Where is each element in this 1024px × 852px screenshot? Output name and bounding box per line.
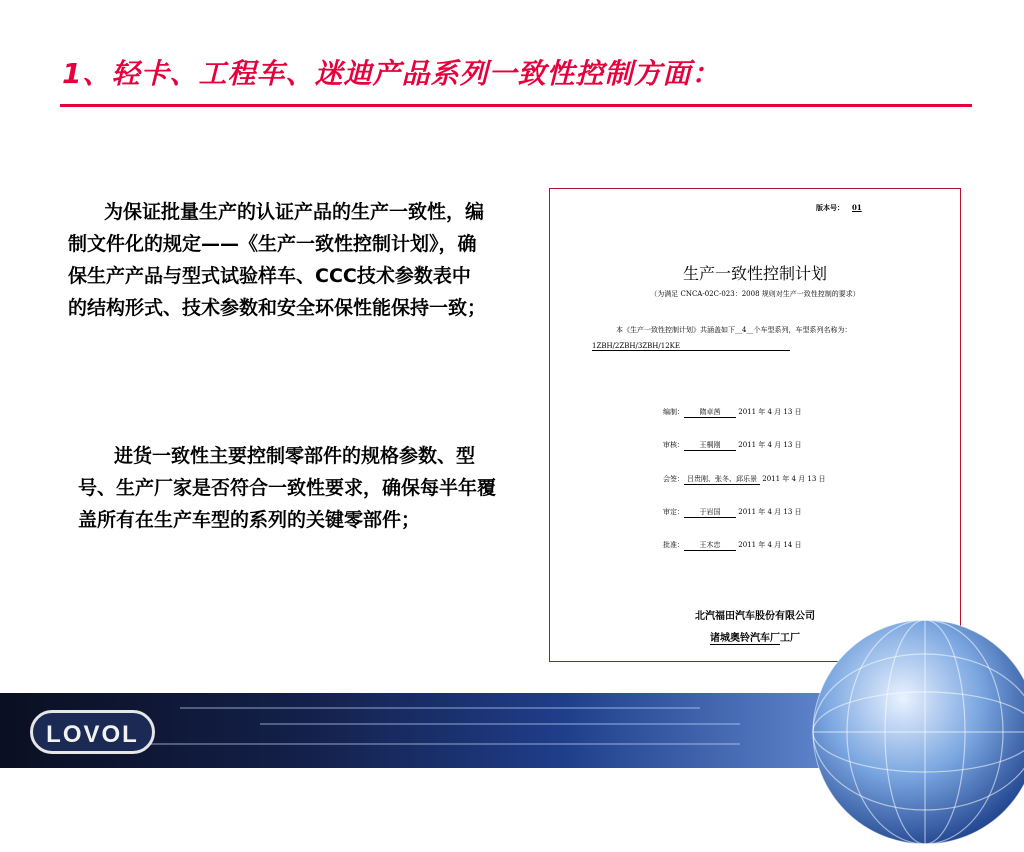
company-name: 北汽福田汽车股份有限公司 (695, 611, 815, 622)
signature-row: 审定： 于岩国 2011 年 4 月 13 日 (663, 508, 802, 516)
document-body-line-1: 本《生产一致性控制计划》共涵盖如下__4__个车型系列，车型系列名称为： (616, 326, 852, 334)
document-subtitle: （为满足 CNCA-02C-023：2008 规则对生产一致性控制的要求） (650, 290, 860, 298)
paragraph-2-text: 进货一致性主要控制零部件的规格参数、型号、生产厂家是否符合一致性要求，确保每半年覆盖所有在生产车型的系列的关键零部件； (78, 445, 497, 531)
document-title: 生产一致性控制计划 (682, 264, 827, 283)
document-image (549, 188, 961, 662)
version-value: 01 (852, 203, 862, 212)
signature-row: 编制： 隋卓茜 2011 年 4 月 13 日 (663, 408, 802, 416)
version-line (816, 203, 862, 213)
factory-suffix: 工厂 (780, 633, 800, 644)
version-label: 版本号： (816, 203, 844, 212)
document-body-line-2: 1ZBH/2ZBH/3ZBH/12KE (592, 342, 790, 350)
slide-title: 1、轻卡、工程车、迷迪产品系列一致性控制方面： (62, 57, 721, 90)
globe-icon (805, 612, 1024, 852)
paragraph-2 (78, 440, 496, 536)
signature-row: 批准： 王木忠 2011 年 4 月 14 日 (663, 541, 802, 549)
paragraph-1 (68, 196, 486, 324)
paragraph-1-text: 为保证批量生产的认证产品的生产一致性，编制文件化的规定——《生产一致性控制计划》，确保生产产品与型式试验样车、CCC技术参数表中的结构形式、技术参数和安全环保性能保持一致； (68, 201, 487, 319)
signature-row: 审核： 王桐刚 2011 年 4 月 13 日 (663, 441, 802, 449)
lovol-logo: LOVOL (30, 710, 155, 754)
factory-name: 诸城奥铃汽车厂 (710, 633, 780, 644)
title-underline (60, 104, 972, 107)
signature-row: 会签： 吕贵刚、张冬、邱乐景 2011 年 4 月 13 日 (663, 475, 826, 483)
